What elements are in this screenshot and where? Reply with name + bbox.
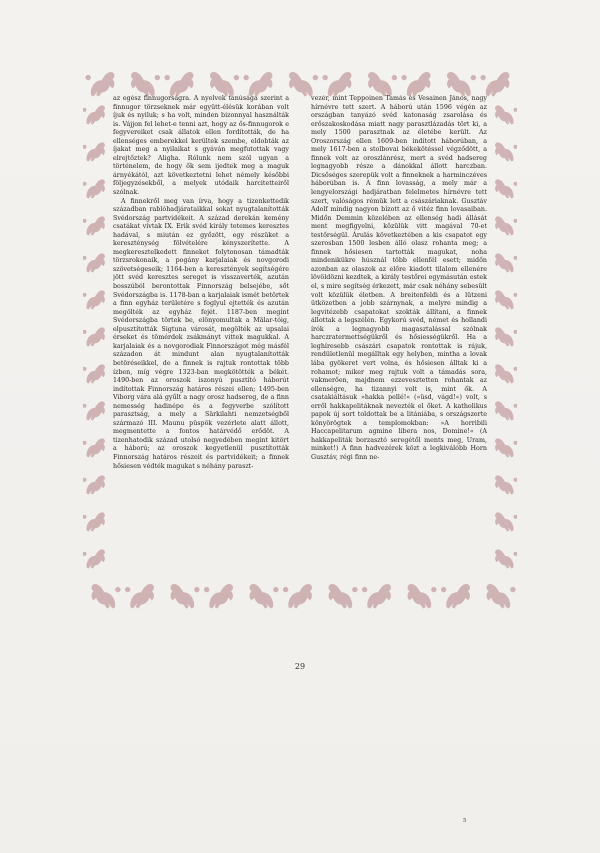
- horse-ornament-icon: [83, 327, 105, 346]
- right-column: [311, 95, 487, 580]
- horse-ornament-icon: [495, 105, 517, 124]
- horse-ornament-icon: [401, 72, 430, 97]
- horse-ornament-icon: [495, 475, 517, 494]
- horse-ornament-icon: [495, 327, 517, 346]
- horse-ornament-icon: [171, 584, 200, 609]
- horse-ornament-icon: [487, 584, 516, 609]
- horse-ornament-icon: [495, 179, 517, 198]
- ornament-band-left: [83, 94, 109, 584]
- horse-ornament-icon: [368, 72, 397, 97]
- horse-ornament-icon: [83, 142, 105, 161]
- paragraph: az egész finnugorságra. A nyelvek tanúsága szerint a finnugor törzseknek már együtt-élésük korában volt íjuk és nyiluk; s ha volt, minden bizonnyal használták is. Vájjon fel lehet-e tenni azt, hogy az ős-finnugorok e fegyvereiket csak állatok ellen fordították, de ha ellenséges emberekkel kerültek szembe, eldobták az íjakat meg a nyilaikat s gyáván megfutottak vagy elrejtőztek? Aligha. Rólunk nem szól ugyan a történelem, de hogy ők sem ijedtek meg a maguk árnyékától, azt következtetni lehet némely későbbi följegyzésekből, a melyek utódaik harcitetteiről szólnak.: [113, 95, 289, 197]
- horse-ornament-icon: [83, 401, 105, 420]
- page-number: 29: [294, 662, 306, 671]
- horse-ornament-icon: [125, 584, 154, 609]
- horse-ornament-icon: [495, 290, 517, 309]
- horse-ornament-icon: [83, 105, 105, 124]
- horse-ornament-icon: [92, 584, 121, 609]
- horse-ornament-icon: [283, 584, 312, 609]
- horse-ornament-icon: [210, 72, 239, 97]
- horse-ornament-icon: [83, 290, 105, 309]
- horse-ornament-icon: [480, 72, 509, 97]
- horse-ornament-icon: [495, 216, 517, 235]
- horse-ornament-icon: [441, 584, 470, 609]
- horse-ornament-icon: [243, 72, 272, 97]
- ornament-band-bottom: [83, 578, 517, 612]
- horse-ornament-icon: [83, 253, 105, 272]
- paragraph: vezér, mint Teppoinen Tamás és Vesainen János, nagy hírnévre tett szert. A háború után 1596 végén az országban tanyázó svéd katonaság zsarolása és erőszakoskodása miatt nagy parasztlázadás tört ki, a mely 1500 parasztnak az életébe került. Az Oroszország ellen 1609-ben indított háborúban, a mely 1617-ben a stolbovai békekötéssel végződött, a finnek volt az oroszlánrész, mert a svéd hadsereg legnagyobb része a dánokkal állott harczban. Dicsőséges szerepük volt a finneknek a harminczéves háborúban is. A finn lovasság, a mely már a lengyelországi hadjáratban felelmetes hírnévre tett szert, valóságos rémük lett a császáriaknak. Gusztáv Adolf mindig nagyon bízott az ő vitéz finn lovasaiban. Midőn Demmin közelében az ellenség hadi állását ment megfigyelni, közülük vitt magával 70-et testőrségül. Árulás következtében a kis csapatot egy szerosban 1500 lesben álló olasz rohanta meg; a finnek hősiesen tartották magukat, noha mindenikükre húsznál több ellenfél esett; midőn azonban az olaszok az előre kiadott tilalom ellenére lövöldözni kezdtek, a király testőrei egymásután estek el, s mire segítség érkezett, már csak néhány sebesült volt közülük életben. A breitenfeldi és a lützeni ütközetben a jobb szárnynak, a melyre mindig a legvitézebb csapatokat szokták állítani, a finnek állottak a legszélén. Egykorú svéd, német és hollandi írók a legnagyobb magasztalással szólnak harczratermettségükről és hősiességükről. Ha a leghíresebb császári csapatok rontottak is rájuk, rendületlenül megálltak egy helyben, mintha a lovak lába gyökeret vert volna, és hősiesen álltak ki a rohamot; miker meg rajtuk volt a támadás sora, vakmerően, majdnem ezzevesztetten rohantak az ellenségre, ha tizannyi volt is, mint ők. A csatakiáltásuk »hakka pellé!« (»üsd, vágd!«) volt, s erről hakkapelitáknak nevezték el őket. A katholikus papok új sort toldottak be a litániába, s országszerte könyörögtek a templomokban: »A horribili Haccapelitarum agmine libera nos, Domine!« (A hakkapeliták borzasztó seregétől ments meg, Uram, minket!) A finn hadvezérek közt a legkiválóbb Horn Gusztáv, régi finn ne-: [311, 95, 487, 461]
- horse-ornament-icon: [131, 72, 160, 97]
- horse-ornament-icon: [495, 401, 517, 420]
- horse-ornament-icon: [83, 549, 105, 568]
- horse-ornament-icon: [204, 584, 233, 609]
- ornament-band-right: [491, 94, 517, 584]
- horse-ornament-icon: [250, 584, 279, 609]
- horse-ornament-icon: [447, 72, 476, 97]
- horse-ornament-icon: [408, 584, 437, 609]
- horse-ornament-icon: [329, 584, 358, 609]
- horse-ornament-icon: [322, 72, 351, 97]
- horse-ornament-icon: [164, 72, 193, 97]
- horse-ornament-icon: [83, 364, 105, 383]
- horse-ornament-icon: [83, 438, 105, 457]
- horse-ornament-icon: [495, 438, 517, 457]
- horse-ornament-icon: [83, 512, 105, 531]
- horse-ornament-icon: [495, 512, 517, 531]
- horse-ornament-icon: [83, 216, 105, 235]
- horse-ornament-icon: [495, 549, 517, 568]
- signature-mark: 5: [463, 818, 467, 824]
- left-column: [113, 95, 289, 580]
- horse-ornament-icon: [83, 179, 105, 198]
- horse-ornament-icon: [83, 475, 105, 494]
- horse-ornament-icon: [289, 72, 318, 97]
- horse-ornament-icon: [495, 364, 517, 383]
- horse-ornament-icon: [495, 253, 517, 272]
- horse-ornament-icon: [362, 584, 391, 609]
- horse-ornament-icon: [495, 142, 517, 161]
- text-area: [113, 95, 487, 580]
- paragraph: A finnekről meg van írva, hogy a tizenkettedik században rablóhadjárataikkal sokat nyugtalanították Svédország partvidékeit. A század derekán kemény csatákat vívtak IX. Erik svéd király tetemes keresztes hadával, s miután ez győzött, egy részüket a kereszténység fölvételére kényszerítette. A megkeresztelkedett finneket folytonosan támadták törzsrokonaik, a pogány karjalaiak és novgorodi szövetségeseik; 1164-ben a keresztények segítségére jött svéd keresztes sereget is visszaverték, azután bosszúból berontottak Finnország belsejébe, sőt Svédországba is. 1178-ban a karjalaiak ismét betörtek a finn egyház területére s foglyul ejtették és azután megölték az egyház fejét. 1187-ben megint Svédországba törtek be, elönyomultak a Mälar-tóig, elpusztították Sigtuna városát, megölték az upsalai érseket és tömérdek zsákmányt vittek magukkal. A karjalaiak és a novgorodiak Finnországot még másfél századon át mindunt alan nyugtalanították betöréseikkel, de a finnek is rajtuk rontottak több ízben, míg végre 1323-ban megkötötték a békét. 1490-ben az oroszok iszonyú pusztító háborút indítottak Finnország határos részei ellen; 1495-ben Viborg vára alá gyűlt a nagy orosz hadsereg, de a finn nemesség hadinépe és a fegyverbe szólított parasztság, a mely a Särkilahti nemzetségből származó III. Maunu püspök vezérlete alatt állott, megmentette a fontos határvédő erődöt. A tizenhatodik század utolsó negyedében megint kitört a háború; az oroszok kegyetlenül pusztították Finnország határos részeit és partvidékeit; a finnek hősiesen védték magukat s néhány paraszt-: [113, 197, 289, 470]
- horse-ornament-icon: [85, 72, 114, 97]
